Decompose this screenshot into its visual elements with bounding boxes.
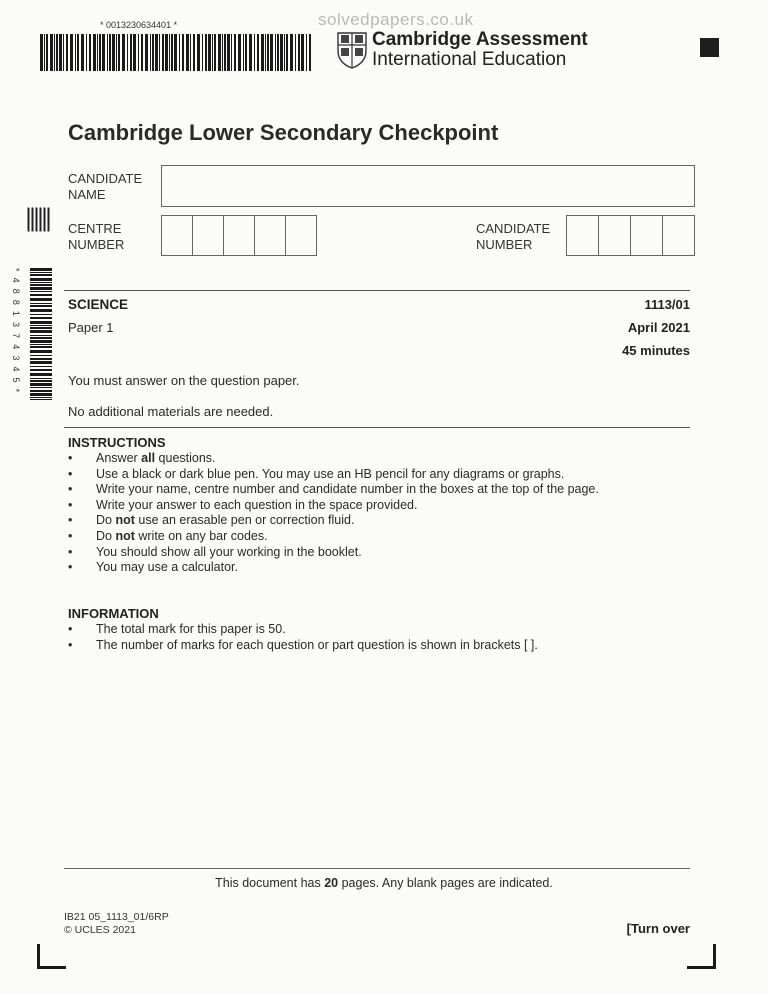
qr-cell [48,220,50,222]
centre-number-label [68,221,124,253]
corner-registration-mark [700,38,719,57]
barcode-bar [70,34,73,71]
qr-cell [28,226,30,228]
qr-cell [32,208,34,210]
qr-cell [40,216,42,218]
barcode-bar [174,34,177,71]
qr-cell [40,212,42,214]
list-item: • The total mark for this paper is 50. [68,622,286,636]
qr-cell [28,208,30,210]
barcode-bar [150,34,151,71]
barcode-bar [40,34,43,71]
candidate-name-label-line1: CANDIDATE [68,171,143,186]
barcode-bar [267,34,269,71]
barcode-bar [93,34,96,71]
barcode-bar [54,34,55,71]
centre-number-label-line2: NUMBER [68,237,125,252]
paper-number: Paper 1 [68,320,114,335]
instruction-text: Do [96,528,116,543]
divider [64,290,690,291]
qr-cell [32,210,34,212]
candidate-digit-box[interactable] [662,215,695,256]
barcode-bar [86,34,87,71]
qr-cell [48,214,50,216]
qr-cell [40,220,42,222]
list-item: • Write your answer to each question in the space provided. [68,497,418,512]
barcode-bar [152,34,154,71]
barcode-bar [275,34,276,71]
turn-over-label: [Turn over [626,921,690,936]
footer-divider [64,868,690,869]
qr-cell [48,210,50,212]
barcode-bar [30,303,52,304]
candidate-digit-box[interactable] [566,215,599,256]
barcode-bar [30,274,52,276]
information-heading: INFORMATION [68,606,159,621]
list-item: • You may use a calculator. [68,560,238,575]
qr-cell [40,222,42,224]
candidate-digit-box[interactable] [630,215,663,256]
barcode-bar [30,287,52,290]
list-item: • Do not use an erasable pen or correction fluid. [68,513,355,528]
copyright: © UCLES 2021 [64,924,136,936]
instruction-text: not [115,513,135,528]
qr-cell [40,230,42,232]
barcode-bar [75,34,76,71]
barcode-bar [254,34,255,71]
barcode-bar [99,34,101,71]
qr-cell [44,230,46,232]
qr-cell [36,216,38,218]
barcode-bar [30,399,52,400]
barcode-bar [63,34,64,71]
barcode-bar [30,344,52,345]
qr-cell [32,212,34,214]
qr-cell [28,214,30,216]
watermark-text: solvedpapers.co.uk [318,10,474,29]
barcode-bar [77,34,79,71]
barcode-bar [270,34,273,71]
instructions-list [68,451,599,576]
barcode-bar [30,314,52,315]
no-materials-note: No additional materials are needed. [68,404,274,419]
barcode-bar [290,34,293,71]
barcode-bar [30,327,52,329]
qr-cell [40,210,42,212]
qr-cell [40,214,42,216]
qr-cell [28,224,30,226]
barcode-bar [234,34,236,71]
barcode-bar [212,34,213,71]
side-barcode-text-wrap [8,268,22,400]
barcode-bar [130,34,132,71]
qr-cell [48,228,50,230]
barcode-bar [50,34,53,71]
logo-line-2: International Education [372,49,567,70]
qr-cell [32,214,34,216]
instruction-text: questions. [155,451,216,465]
list-item: • Write your name, centre number and candidate number in the boxes at the top of the page. [68,482,599,497]
qr-cell [36,226,38,228]
qr-cell [36,210,38,212]
page-count: 20 [324,876,339,890]
barcode-bar [159,34,160,71]
barcode-bar [30,330,52,333]
barcode-bar [202,34,203,71]
barcode-bar [30,378,52,379]
qr-cell [44,208,46,210]
top-barcode [40,34,312,71]
barcode-bar [208,34,211,71]
qr-cell [32,220,34,222]
qr-cell [28,218,30,220]
information-text: The total mark for this paper is 50. [96,622,286,636]
qr-cell [36,218,38,220]
list-item: • Do not write on any bar codes. [68,528,268,543]
qr-cell [44,220,46,222]
qr-cell [36,224,38,226]
qr-cell [48,218,50,220]
paper-code: 1113/01 [644,297,690,312]
instruction-text: Write your name, centre number and candidate number in the boxes at the top of the page. [96,482,599,497]
barcode-bar [59,34,62,71]
list-item: • You should show all your working in the booklet. [68,544,362,559]
qr-cell [40,218,42,220]
barcode-bar [30,294,52,296]
qr-cell [48,216,50,218]
qr-cell [44,226,46,228]
barcode-bar [197,34,200,71]
qr-cell [44,228,46,230]
barcode-bar [261,34,264,71]
barcode-bar [30,305,52,307]
divider [64,427,690,428]
instruction-text: Write your answer to each question in the space provided. [96,497,418,512]
qr-cell [28,212,30,214]
barcode-bar [257,34,259,71]
barcode-bar [30,397,52,398]
barcode-bar [138,34,139,71]
candidate-number-label-line2: NUMBER [476,237,533,252]
barcode-bar [249,34,252,71]
barcode-bar [222,34,223,71]
information-list [68,622,538,653]
list-item: • Use a black or dark blue pen. You may use an HB pencil for any diagrams or graphs. [68,466,565,481]
candidate-number-label-line1: CANDIDATE [476,221,551,236]
barcode-bar [30,390,52,392]
barcode-bar [301,34,304,71]
page-title: Cambridge Lower Secondary Checkpoint [68,120,499,145]
barcode-bar [30,358,52,360]
centre-digit-box[interactable] [161,215,193,256]
barcode-bar [298,34,300,71]
barcode-bar [30,340,52,343]
barcode-bar [243,34,244,71]
qr-cell [40,226,42,228]
qr-cell [48,224,50,226]
logo-line-1: Cambridge Assessment [372,29,588,50]
barcode-bar [295,34,296,71]
university-crest-icon [336,31,368,69]
centre-digit-box[interactable] [254,215,286,256]
qr-cell [40,208,42,210]
qr-cell [48,222,50,224]
qr-cell [44,218,46,220]
qr-cell [48,212,50,214]
list-item: • Answer all questions. [68,451,216,465]
qr-cell [32,224,34,226]
instruction-text: use an erasable pen or correction fluid. [134,513,355,528]
page-count-pre: This document has [215,876,325,890]
qr-cell [36,220,38,222]
qr-cell [28,210,30,212]
barcode-bar [30,282,52,283]
barcode-bar [112,34,115,71]
barcode-bar [218,34,221,71]
barcode-bar [182,34,184,71]
barcode-bar [30,291,52,292]
qr-cell [32,216,34,218]
centre-digit-box[interactable] [285,215,317,256]
barcode-bar [127,34,128,71]
barcode-bar [171,34,173,71]
information-text: The number of marks for each question or part question is shown in brackets [ ]. [96,637,538,652]
barcode-bar [30,298,52,301]
qr-cell [28,228,30,230]
qr-cell [36,222,38,224]
barcode-bar [227,34,230,71]
qr-cell [32,218,34,220]
barcode-bar [102,34,105,71]
barcode-bar [30,387,52,388]
qr-cell [28,222,30,224]
instruction-text: You may use a calculator. [96,560,238,575]
barcode-bar [30,373,52,376]
crop-mark-bottom-left [37,966,66,969]
instruction-text: Do [96,513,116,528]
barcode-bar [231,34,232,71]
instruction-text: not [115,528,135,543]
document-code: IB21 05_1113_01/6RP [64,911,169,923]
barcode-bar [44,34,45,71]
qr-cell [48,226,50,228]
barcode-bar [309,34,311,71]
candidate-name-label-line2: NAME [68,187,106,202]
barcode-bar [30,335,52,336]
barcode-bar [122,34,125,71]
barcode-bar [265,34,266,71]
barcode-bar [89,34,91,71]
barcode-bar [30,309,52,312]
barcode-bar [277,34,279,71]
answer-on-paper-note: You must answer on the question paper. [68,373,300,388]
list-item: • The number of marks for each question or part question is shown in brackets [ ]. [68,637,538,652]
qr-cell [36,214,38,216]
qr-cell [28,220,30,222]
side-barcode-text: * 4 8 8 1 3 7 4 3 4 5 * [11,268,21,394]
instruction-text: You should show all your working in the booklet. [96,544,362,559]
exam-duration: 45 minutes [622,343,690,358]
barcode-bar [30,380,52,382]
centre-digit-box[interactable] [223,215,255,256]
qr-cell [28,230,30,232]
side-barcode [30,268,52,400]
candidate-number-boxes [566,215,695,256]
exam-session: April 2021 [627,320,690,335]
instruction-text: Answer [96,451,142,465]
qr-cell [48,208,50,210]
instruction-text: Use a black or dark blue pen. You may use an HB pencil for any diagrams or graphs. [96,466,565,481]
barcode-bar [30,337,52,339]
barcode-bar [30,272,52,273]
candidate-number-label [476,221,550,253]
qr-cell [44,224,46,226]
barcode-bar [30,355,52,356]
barcode-bar [224,34,226,71]
barcode-bar [169,34,170,71]
barcode-bar [133,34,136,71]
qr-cell [44,210,46,212]
barcode-bar [245,34,247,71]
barcode-bar [30,321,52,324]
barcode-bar [238,34,241,71]
barcode-bar [30,346,52,348]
barcode-bar [186,34,189,71]
barcode-bar [286,34,288,71]
instructions-heading: INSTRUCTIONS [68,435,166,450]
barcode-bar [30,350,52,353]
barcode-bar [30,284,52,286]
barcode-bar [81,34,84,71]
subject-name: SCIENCE [68,297,129,312]
barcode-bar [280,34,283,71]
qr-cell [36,228,38,230]
qr-cell [32,230,34,232]
candidate-name-field[interactable] [161,165,695,207]
barcode-bar [179,34,180,71]
barcode-number: * 0013230634401 * [100,20,178,30]
centre-number-boxes [161,215,317,256]
barcode-bar [109,34,111,71]
barcode-bar [214,34,216,71]
instruction-text: write on any bar codes. [134,528,268,543]
barcode-bar [30,325,52,326]
instruction-text: all [141,451,156,465]
qr-cell [36,208,38,210]
barcode-bar [97,34,98,71]
barcode-bar [155,34,158,71]
barcode-bar [30,393,52,396]
barcode-bar [107,34,108,71]
qr-cell [48,230,50,232]
qr-cell [28,216,30,218]
barcode-bar [118,34,120,71]
barcode-bar [190,34,191,71]
centre-number-label-line1: CENTRE [68,221,122,236]
barcode-bar [46,34,48,71]
barcode-bar [141,34,143,71]
qr-cell [44,212,46,214]
candidate-name-label [68,171,142,203]
barcode-bar [165,34,168,71]
centre-digit-box[interactable] [192,215,224,256]
qr-cell [40,228,42,230]
barcode-bar [284,34,285,71]
barcode-bar [145,34,148,71]
barcode-bar [30,366,52,367]
barcode-bar [56,34,58,71]
candidate-digit-box[interactable] [598,215,631,256]
page-count-note [0,876,768,890]
barcode-bar [30,317,52,319]
barcode-bar [162,34,164,71]
barcode-bar [116,34,117,71]
qr-cell [36,212,38,214]
barcode-bar [30,361,52,364]
barcode-bar [30,268,52,271]
qr-cell [32,226,34,228]
barcode-bar [193,34,195,71]
barcode-bar [205,34,207,71]
qr-cell [44,222,46,224]
barcode-bar [30,369,52,371]
barcode-bar [30,278,52,281]
crop-mark-bottom-right [687,966,716,969]
qr-cell [32,222,34,224]
qr-cell [44,214,46,216]
barcode-bar [66,34,68,71]
qr-code-icon [25,207,50,232]
qr-cell [44,216,46,218]
page-count-post: pages. Any blank pages are indicated. [338,876,553,890]
barcode-bar [306,34,307,71]
qr-cell [32,228,34,230]
qr-cell [40,224,42,226]
barcode-bar [30,383,52,386]
qr-cell [36,230,38,232]
